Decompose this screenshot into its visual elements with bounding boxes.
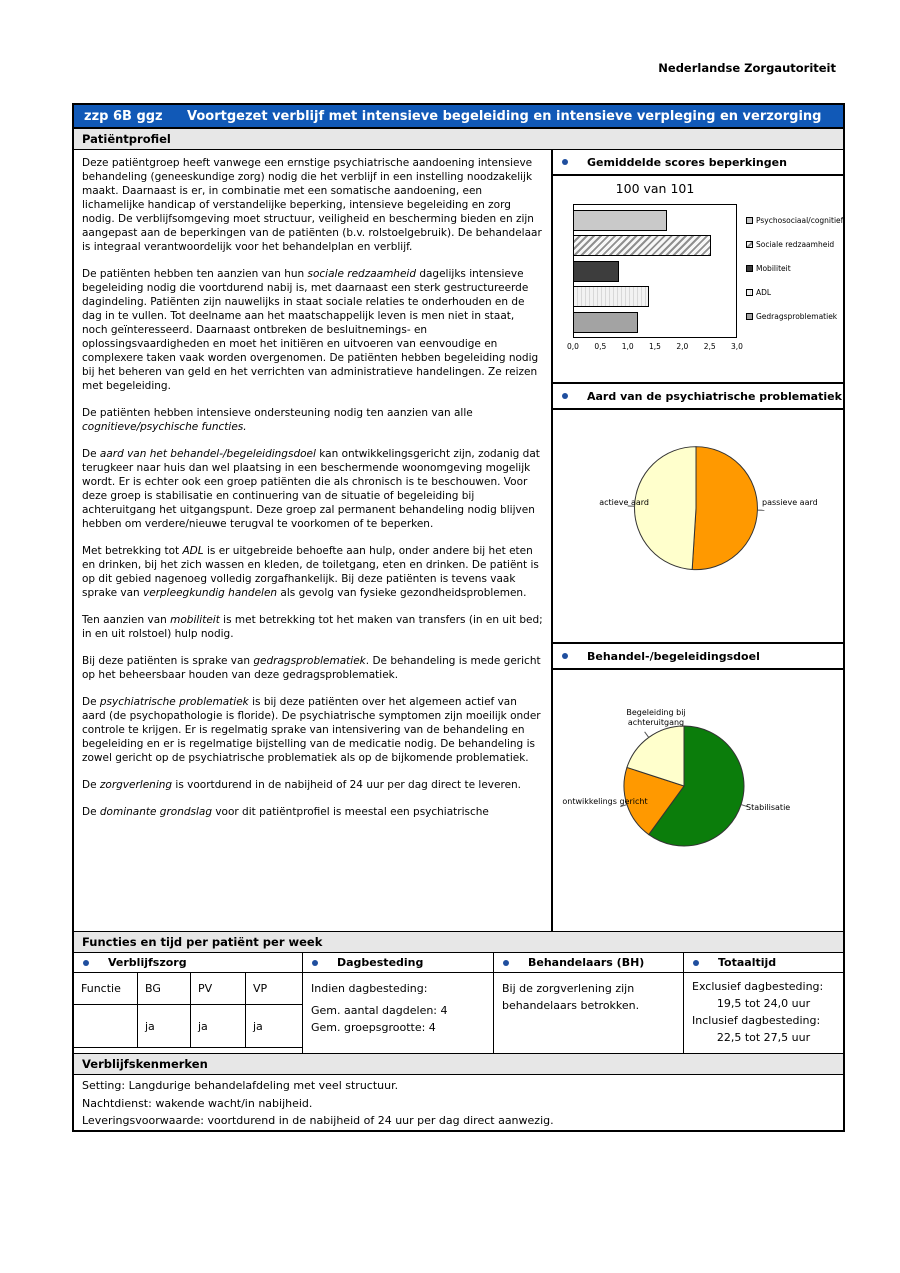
- verblijfszorg-table: [74, 973, 302, 1048]
- vz-header-vp: VP: [246, 973, 302, 1005]
- patient-profile-text: [74, 150, 553, 931]
- profile-paragraph: Met betrekking tot ADL is er uitgebreide behoefte aan hulp, onder andere bij het eten en drinken, bij het zich wassen en kleden, de toiletgang, eten en drinken. De patiënt is op dit gebied nagenoeg volledig zorgafhankelijk. Bij deze patiënten is tevens vaak sprake van verpleegkundig handelen als gevolg van fysieke gezondheidsproblemen.: [82, 545, 539, 599]
- x-tick-label: 3,0: [731, 342, 743, 351]
- behandelaars-cell: Bij de zorgverlening zijn behandelaars betrokken.: [494, 973, 684, 1053]
- vz-header-pv: PV: [191, 973, 246, 1005]
- legend-item: [746, 240, 841, 249]
- section-header-verblijfskenmerken: Verblijfskenmerken: [74, 1053, 843, 1075]
- profile-paragraph: De zorgverlening is voortdurend in de nabijheid of 24 uur per dag direct te leveren.: [82, 779, 522, 791]
- bar-1: [573, 210, 667, 231]
- main-row: [74, 150, 843, 931]
- legend-item: [746, 288, 841, 297]
- panel-aard: [553, 384, 843, 644]
- bullet-icon: [503, 960, 509, 966]
- panel-aard-header: [553, 384, 843, 410]
- legend-label: ADL: [756, 288, 772, 297]
- bar-3: [573, 261, 619, 282]
- org-name: Nederlandse Zorgautoriteit: [658, 61, 836, 75]
- legend-marker-icon: [746, 313, 753, 320]
- pie-label-actieve-aard: actieve aard: [599, 498, 649, 507]
- bar-5: [573, 312, 638, 333]
- bar-4: [573, 286, 649, 307]
- bar-chart-xaxis: [567, 342, 743, 352]
- bullet-icon: [562, 159, 568, 165]
- totaaltijd-line: 22,5 tot 27,5 uur: [716, 1031, 811, 1044]
- bullet-icon: [562, 393, 568, 399]
- legend-label: Mobiliteit: [756, 264, 791, 273]
- residence-line: Nachtdienst: wakende wacht/in nabijheid.: [82, 1096, 313, 1110]
- col-header-label: Verblijfszorg: [108, 956, 187, 969]
- profile-paragraph: Bij deze patiënten is sprake van gedragsproblematiek. De behandeling is mede gericht op het beheersbaar houden van deze gedragsproblematiek.: [82, 655, 541, 681]
- dagbesteding-line: Indien dagbesteding:: [311, 982, 428, 995]
- functions-header-row: [74, 953, 843, 973]
- col-header-behandelaars: [494, 953, 684, 972]
- chart-column: [553, 150, 843, 931]
- col-header-label: Behandelaars (BH): [528, 956, 645, 969]
- document-title: Voortgezet verblijf met intensieve begeleiding en intensieve verpleging en verzorging: [187, 108, 822, 124]
- vz-header-bg: BG: [138, 973, 191, 1005]
- legend-marker-icon: [746, 241, 753, 248]
- x-tick-label: 0,0: [567, 342, 579, 351]
- panel-scores-title: Gemiddelde scores beperkingen: [587, 155, 787, 169]
- panel-aard-title: Aard van de psychiatrische problematiek: [587, 389, 842, 403]
- bar-chart: [553, 176, 843, 382]
- pie-slice: [692, 447, 757, 570]
- dagbesteding-line: Gem. aantal dagdelen: 4: [311, 1004, 448, 1017]
- x-tick-label: 2,5: [703, 342, 716, 351]
- profile-paragraph: De patiënten hebben ten aanzien van hun sociale redzaamheid dagelijks intensieve begeleiding nodig die voortdurend nabij is, met daarnaast een sterk gestructureerde dagindeling. Patiënten zijn nauwelijks in staat sociale relaties te onderhouden en de dag in te vullen. Tot deelname aan het maatschappelijk leven is men niet in staat, noch geïnteresseerd. Daarnaast ontbreken de besluitnemings- en oplossingsvaardigheden en moet het initiëren en uitvoeren van eenvoudige en complexere taken vaak worden overgenomen. De patiënten hebben begeleiding nodig bij het beheren van geld en het verrichten van administratieve handelingen. Ze reizen met begeleiding.: [82, 268, 539, 392]
- bar-chart-title: 100 van 101: [615, 181, 695, 196]
- section-header-patientprofiel: Patiëntprofiel: [74, 128, 843, 150]
- col-header-verblijfszorg: [74, 953, 303, 972]
- totaaltijd-line: 19,5 tot 24,0 uur: [716, 997, 811, 1010]
- pie-chart-doel: [553, 670, 843, 931]
- profile-paragraph: De psychiatrische problematiek is bij deze patiënten over het algemeen actief van aard (de psychopathologie is floride). De psychiatrische symptomen zijn moeilijk onder controle te krijgen. Er is regelmatig sprake van intensivering van de behandeling en begeleiding en er is regelmatige bijstelling van de medicatie nodig. De behandeling is zowel gericht op de psychiatrische problematiek als op de bijkomende problematiek.: [82, 696, 541, 764]
- pie-slice: [635, 447, 697, 570]
- totaaltijd-line: Inclusief dagbesteding:: [692, 1014, 821, 1027]
- pie-label-passieve-aard: passieve aard: [762, 498, 818, 507]
- bullet-icon: [83, 960, 89, 966]
- col-header-label: Totaaltijd: [718, 956, 777, 969]
- x-tick-label: 1,0: [621, 342, 634, 351]
- verblijfszorg-cell: [74, 973, 303, 1053]
- zzp-code: zzp 6B ggz: [84, 108, 163, 124]
- profile-paragraph: Ten aanzien van mobiliteit is met betrekking tot het maken van transfers (in en uit bed; in en uit rolstoel) hulp nodig.: [82, 614, 543, 640]
- pie-label-ontwikkelingsgericht: ontwikkelings gericht: [562, 797, 648, 806]
- vz-value-pv: ja: [191, 1005, 246, 1047]
- section-header-functies: Functies en tijd per patiënt per week: [74, 931, 843, 953]
- pie-label-begeleiding: Begeleiding bij achteruitgang: [626, 708, 686, 727]
- legend-label: Gedragsproblematiek: [756, 312, 838, 321]
- panel-doel-title: Behandel-/begeleidingsdoel: [587, 649, 760, 663]
- bullet-icon: [693, 960, 699, 966]
- document: [72, 103, 845, 1132]
- bullet-icon: [562, 653, 568, 659]
- panel-doel: [553, 644, 843, 931]
- profile-paragraph: Deze patiëntgroep heeft vanwege een ernstige psychiatrische aandoening intensieve behandeling (geneeskundige zorg) nodig die het verblijf in een instelling noodzakelijk maakt. Daarnaast is er, in combinatie met een somatische aandoening, een lichamelijke handicap of verstandelijke beperking, intensieve begeleiding en zorg nodig. De verblijfsomgeving moet structuur, veiligheid en bescherming bieden en zijn aangepast aan de beperkingen van de patiënten (b.v. rolstoelgebruik). De behandelaar is integraal verantwoordelijk voor het behandelplan en verblijf.: [82, 157, 542, 253]
- verblijfskenmerken-body: [74, 1075, 843, 1130]
- legend-label: Psychosociaal/cognitief: [756, 216, 843, 225]
- pie-aard-canvas: [553, 410, 843, 642]
- vz-header-functie: Functie: [74, 973, 138, 1005]
- title-bar: [74, 105, 843, 128]
- bar-2: [573, 235, 711, 256]
- vz-value-vp: ja: [253, 1019, 263, 1033]
- legend-marker-icon: [746, 217, 753, 224]
- legend-item: [746, 264, 841, 273]
- vz-value-functie: [74, 1005, 138, 1047]
- panel-scores-header: [553, 150, 843, 176]
- profile-paragraph: De aard van het behandel-/begeleidingsdoel kan ontwikkelingsgericht zijn, zodanig dat terugkeer naar huis dan wel plaatsing in een beschermende woonomgeving mogelijk wordt. Er is echter ook een groep patiënten die als chronisch is te beschouwen. Voor deze groep is stabilisatie en continuering van de situatie of begeleiding bij achteruitgang het uitgangspunt. Deze groep zal permanent behandeling nodig blijven hebben om verdere/nieuwe terugval te voorkomen of te beperken.: [82, 448, 540, 530]
- panel-scores: [553, 150, 843, 384]
- legend-marker-icon: [746, 265, 753, 272]
- profile-paragraph: De patiënten hebben intensieve ondersteuning nodig ten aanzien van alle cognitieve/psychische functies.: [82, 407, 473, 433]
- dagbesteding-line: Gem. groepsgrootte: 4: [311, 1021, 436, 1034]
- legend-label: Sociale redzaamheid: [756, 240, 835, 249]
- pie-svg: [553, 410, 843, 642]
- bar-chart-plot: [573, 204, 737, 338]
- totaaltijd-line: Exclusief dagbesteding:: [692, 980, 824, 993]
- panel-doel-header: [553, 644, 843, 670]
- col-header-totaaltijd: [684, 953, 843, 972]
- totaaltijd-cell: [684, 973, 843, 1053]
- bar-chart-legend: [746, 216, 841, 321]
- legend-item: [746, 216, 841, 225]
- pie-leader-line: [645, 732, 649, 738]
- profile-paragraph: De dominante grondslag voor dit patiëntprofiel is meestal een psychiatrische: [82, 806, 489, 818]
- x-tick-label: 0,5: [594, 342, 607, 351]
- legend-marker-icon: [746, 289, 753, 296]
- legend-item: [746, 312, 841, 321]
- col-header-dagbesteding: [303, 953, 494, 972]
- x-tick-label: 2,0: [676, 342, 689, 351]
- col-header-label: Dagbesteding: [337, 956, 424, 969]
- residence-line: Setting: Langdurige behandelafdeling met veel structuur.: [82, 1079, 399, 1092]
- functions-body-row: [74, 973, 843, 1053]
- x-tick-label: 1,5: [649, 342, 661, 351]
- residence-line: Leveringsvoorwaarde: voortdurend in de nabijheid of 24 uur per dag direct aanwezig.: [82, 1114, 554, 1127]
- pie-chart-aard: [553, 410, 843, 642]
- vz-value-bg: ja: [138, 1005, 191, 1047]
- bullet-icon: [312, 960, 318, 966]
- pie-label-stabilisatie: Stabilisatie: [746, 803, 791, 812]
- dagbesteding-cell: [303, 973, 494, 1053]
